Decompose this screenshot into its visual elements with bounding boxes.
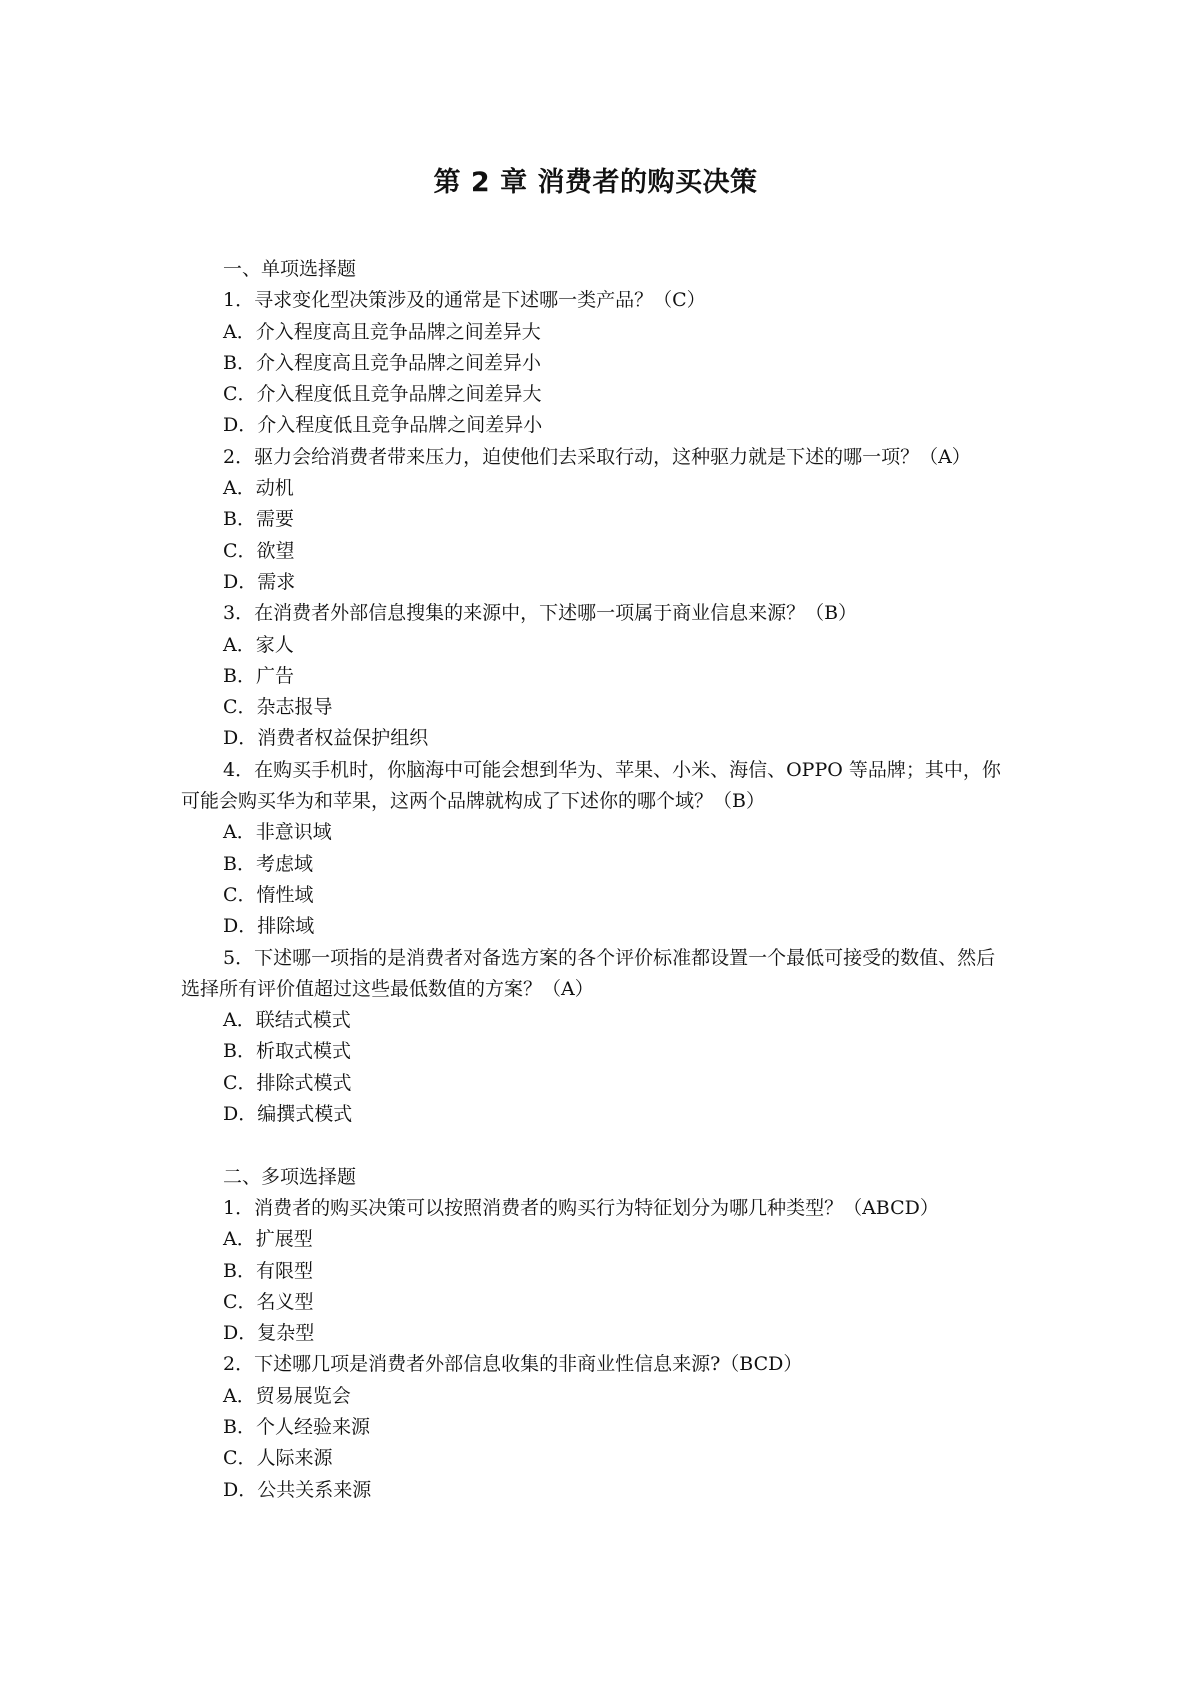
question-text: 1．消费者的购买决策可以按照消费者的购买行为特征划分为哪几种类型？（ABCD） — [223, 1196, 939, 1219]
option-item: A．扩展型 — [223, 1228, 313, 1251]
option-item: D．需求 — [223, 570, 296, 593]
section-heading-multi-choice: 二、多项选择题 — [223, 1165, 357, 1188]
option-item: D．消费者权益保护组织 — [223, 727, 429, 750]
option-item: C．欲望 — [223, 539, 295, 562]
option-item: C．人际来源 — [223, 1447, 333, 1470]
question-text: 2．下述哪几项是消费者外部信息收集的非商业性信息来源?（BCD） — [223, 1353, 803, 1376]
chapter-title: 第 2 章 消费者的购买决策 — [433, 167, 758, 198]
question-body — [181, 254, 1011, 1506]
option-item: C．介入程度低且竞争品牌之间差异大 — [223, 383, 542, 406]
option-item: B．广告 — [223, 664, 294, 687]
option-item: A．动机 — [223, 477, 294, 500]
question-text: 2．驱力会给消费者带来压力，迫使他们去采取行动，这种驱力就是下述的哪一项？（A） — [223, 445, 971, 468]
option-item: C．名义型 — [223, 1290, 314, 1313]
option-item: A．介入程度高且竞争品牌之间差异大 — [223, 320, 541, 343]
option-item: C．惰性域 — [223, 883, 314, 906]
question-text: 5．下述哪一项指的是消费者对备选方案的各个评价标准都设置一个最低可接受的数值、然后选择所有评价值超过这些最低数值的方案？（A） — [181, 946, 996, 1000]
section-spacer — [181, 1130, 1011, 1161]
question-text: 3．在消费者外部信息搜集的来源中，下述哪一项属于商业信息来源？（B） — [223, 602, 858, 625]
option-item: B．考虑域 — [223, 852, 313, 875]
option-item: A．联结式模式 — [223, 1009, 351, 1032]
option-item: D．编撰式模式 — [223, 1103, 353, 1126]
option-item: B．析取式模式 — [223, 1040, 351, 1063]
option-item: A．非意识域 — [223, 821, 332, 844]
option-item: B．有限型 — [223, 1259, 313, 1282]
option-item: C．杂志报导 — [223, 696, 333, 719]
option-item: C．排除式模式 — [223, 1071, 352, 1094]
question-text: 4．在购买手机时，你脑海中可能会想到华为、苹果、小米、海信、OPPO 等品牌；其中，你可能会购买华为和苹果，这两个品牌就构成了下述你的哪个域？（B） — [181, 758, 1001, 813]
option-item: D．复杂型 — [223, 1322, 315, 1345]
question-text: 1．寻求变化型决策涉及的通常是下述哪一类产品？（C） — [223, 289, 706, 312]
option-item: B．需要 — [223, 508, 294, 531]
option-item: B．个人经验来源 — [223, 1415, 370, 1438]
section-heading-single-choice: 一、单项选择题 — [223, 258, 357, 280]
option-item: D．排除域 — [223, 915, 315, 938]
option-item: D．公共关系来源 — [223, 1478, 372, 1501]
option-item: A．家人 — [223, 633, 294, 656]
option-item: D．介入程度低且竞争品牌之间差异小 — [223, 414, 543, 437]
option-item: B．介入程度高且竞争品牌之间差异小 — [223, 351, 541, 374]
option-item: A．贸易展览会 — [223, 1384, 351, 1407]
